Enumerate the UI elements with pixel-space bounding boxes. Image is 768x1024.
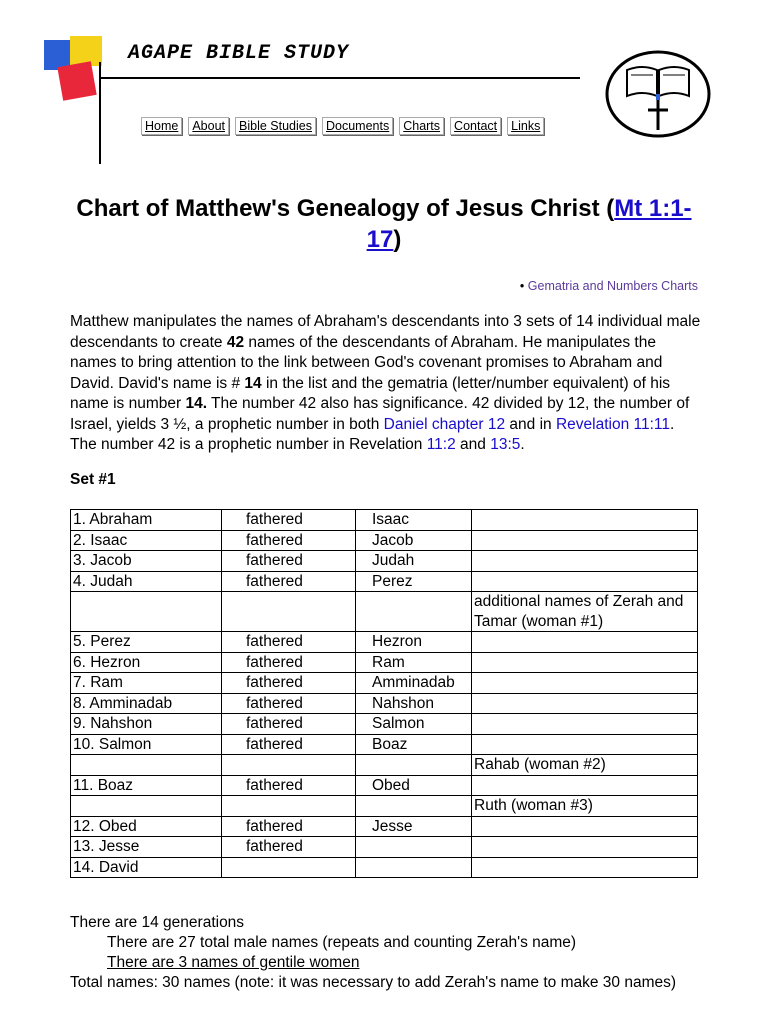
- intro-text: The number 42 also has significance. 42 divided by 12, the number of Israel, yields 3 ½, a prophetic number in both: [70, 395, 690, 433]
- table-cell: [356, 837, 472, 858]
- table-cell: fathered: [222, 775, 356, 796]
- table-cell: [356, 592, 472, 632]
- table-cell: [222, 857, 356, 878]
- table-cell: Jacob: [356, 530, 472, 551]
- table-row: [71, 632, 698, 653]
- table-cell: Judah: [356, 551, 472, 572]
- table-cell: Jesse: [356, 816, 472, 837]
- table-cell: [472, 571, 698, 592]
- table-cell: [472, 837, 698, 858]
- table-cell: Ruth (woman #3): [472, 796, 698, 817]
- table-cell: 6. Hezron: [71, 652, 222, 673]
- table-cell: Hezron: [356, 632, 472, 653]
- table-row: [71, 857, 698, 878]
- intro-bold: 14.: [185, 395, 208, 412]
- header-rule: [100, 77, 580, 79]
- table-cell: fathered: [222, 571, 356, 592]
- table-cell: fathered: [222, 673, 356, 694]
- intro-text: Matthew manipulates the names of Abraham's descendants into 3 sets of 14 individual male descendants to create: [70, 313, 701, 351]
- revelation-11-11-link[interactable]: Revelation 11:11: [555, 415, 671, 433]
- table-cell: [356, 755, 472, 776]
- table-cell: fathered: [222, 693, 356, 714]
- nav-documents[interactable]: Documents: [322, 117, 393, 135]
- table-cell: Isaac: [356, 510, 472, 531]
- bible-cross-emblem-icon: [605, 50, 711, 138]
- table-cell: fathered: [222, 510, 356, 531]
- related-chart-link-row: [520, 279, 698, 293]
- table-row: [71, 571, 698, 592]
- table-cell: fathered: [222, 551, 356, 572]
- table-cell: 7. Ram: [71, 673, 222, 694]
- table-cell: 9. Nahshon: [71, 714, 222, 735]
- table-row: [71, 693, 698, 714]
- site-logo: [44, 36, 104, 104]
- table-row: [71, 775, 698, 796]
- table-cell: Obed: [356, 775, 472, 796]
- table-cell: [472, 673, 698, 694]
- intro-text: in the list and the gematria (letter/number equivalent) of his name is number: [70, 374, 671, 412]
- summary-male-names: There are 27 total male names (repeats and counting Zerah's name): [107, 934, 577, 951]
- table-cell: Ram: [356, 652, 472, 673]
- intro-text: . The number 42 is a prophetic number in Revelation: [70, 415, 675, 453]
- table-row: [71, 837, 698, 858]
- table-cell: [472, 693, 698, 714]
- summary-total-names: Total names: 30 names (note: it was necessary to add Zerah's name to make 30 names): [70, 974, 677, 991]
- nav-contact[interactable]: Contact: [450, 117, 501, 135]
- table-cell: [472, 816, 698, 837]
- intro-text: .: [520, 436, 525, 453]
- table-row: [71, 734, 698, 755]
- table-row: [71, 816, 698, 837]
- table-cell: Salmon: [356, 714, 472, 735]
- table-row: [71, 530, 698, 551]
- intro-bold: 14: [244, 374, 262, 392]
- summary-gentile-women: [70, 953, 702, 973]
- table-cell: fathered: [222, 632, 356, 653]
- table-row: [71, 673, 698, 694]
- summary: [70, 913, 702, 993]
- table-cell: [472, 632, 698, 653]
- main-nav: [141, 117, 544, 135]
- table-cell: 2. Isaac: [71, 530, 222, 551]
- table-cell: fathered: [222, 816, 356, 837]
- table-cell: Nahshon: [356, 693, 472, 714]
- table-cell: Perez: [356, 571, 472, 592]
- nav-home[interactable]: Home: [141, 117, 182, 135]
- nav-links[interactable]: Links: [507, 117, 544, 135]
- table-cell: fathered: [222, 734, 356, 755]
- table-cell: [356, 857, 472, 878]
- intro-text: names of the descendants of Abraham. He manipulates the names to bring attention to the link between God's covenant promises to Abraham and David. David's name is #: [70, 333, 663, 392]
- nav-charts[interactable]: Charts: [399, 117, 444, 135]
- summary-gentile-women-text: There are 3 names of gentile women: [107, 954, 360, 971]
- revelation-13-5-link[interactable]: 13:5: [490, 436, 521, 453]
- intro-text: and: [455, 436, 491, 453]
- table-cell: [472, 510, 698, 531]
- table-cell: fathered: [222, 530, 356, 551]
- table-cell: [71, 796, 222, 817]
- table-cell: [222, 592, 356, 632]
- table-row: [71, 592, 698, 632]
- table-cell: fathered: [222, 714, 356, 735]
- table-cell: [71, 592, 222, 632]
- nav-bible-studies[interactable]: Bible Studies: [235, 117, 316, 135]
- table-cell: [472, 775, 698, 796]
- table-cell: Boaz: [356, 734, 472, 755]
- daniel-12-link[interactable]: Daniel chapter 12: [383, 415, 506, 433]
- table-cell: additional names of Zerah and Tamar (woman #1): [472, 592, 698, 632]
- table-cell: 13. Jesse: [71, 837, 222, 858]
- table-row: [71, 652, 698, 673]
- table-cell: 5. Perez: [71, 632, 222, 653]
- intro-bold: 42: [226, 333, 245, 351]
- table-cell: Amminadab: [356, 673, 472, 694]
- summary-generations: There are 14 generations: [70, 914, 245, 931]
- intro-paragraph: [70, 312, 702, 456]
- table-cell: 10. Salmon: [71, 734, 222, 755]
- table-cell: [222, 796, 356, 817]
- title-scripture-link[interactable]: Mt 1:1-17: [366, 195, 692, 253]
- table-cell: 1. Abraham: [71, 510, 222, 531]
- nav-about[interactable]: About: [188, 117, 229, 135]
- table-cell: 11. Boaz: [71, 775, 222, 796]
- revelation-11-2-link[interactable]: 11:2: [426, 436, 456, 453]
- table-cell: fathered: [222, 652, 356, 673]
- table-cell: [222, 755, 356, 776]
- title-close: ): [393, 226, 402, 253]
- table-cell: [71, 755, 222, 776]
- table-cell: [472, 530, 698, 551]
- table-cell: 8. Amminadab: [71, 693, 222, 714]
- bullet: •: [519, 279, 525, 293]
- gematria-charts-link[interactable]: Gematria and Numbers Charts: [527, 279, 698, 293]
- table-cell: [472, 652, 698, 673]
- table-cell: [472, 551, 698, 572]
- table-row: [71, 551, 698, 572]
- table-cell: [356, 796, 472, 817]
- table-cell: 14. David: [71, 857, 222, 878]
- page-title: [70, 193, 698, 255]
- site-title: AGAPE BIBLE STUDY: [128, 42, 350, 65]
- title-text: Chart of Matthew's Genealogy of Jesus Christ (: [76, 195, 615, 222]
- intro-text: and in: [505, 415, 556, 433]
- table-cell: fathered: [222, 837, 356, 858]
- table-cell: [472, 734, 698, 755]
- genealogy-table: [70, 509, 698, 878]
- header-vertical-rule: [99, 62, 101, 164]
- table-cell: Rahab (woman #2): [472, 755, 698, 776]
- table-cell: [472, 714, 698, 735]
- set-label: Set #1: [70, 471, 116, 488]
- table-row: [71, 755, 698, 776]
- table-row: [71, 796, 698, 817]
- table-cell: [472, 857, 698, 878]
- table-row: [71, 714, 698, 735]
- table-cell: 3. Jacob: [71, 551, 222, 572]
- table-cell: 4. Judah: [71, 571, 222, 592]
- table-cell: 12. Obed: [71, 816, 222, 837]
- table-row: [71, 510, 698, 531]
